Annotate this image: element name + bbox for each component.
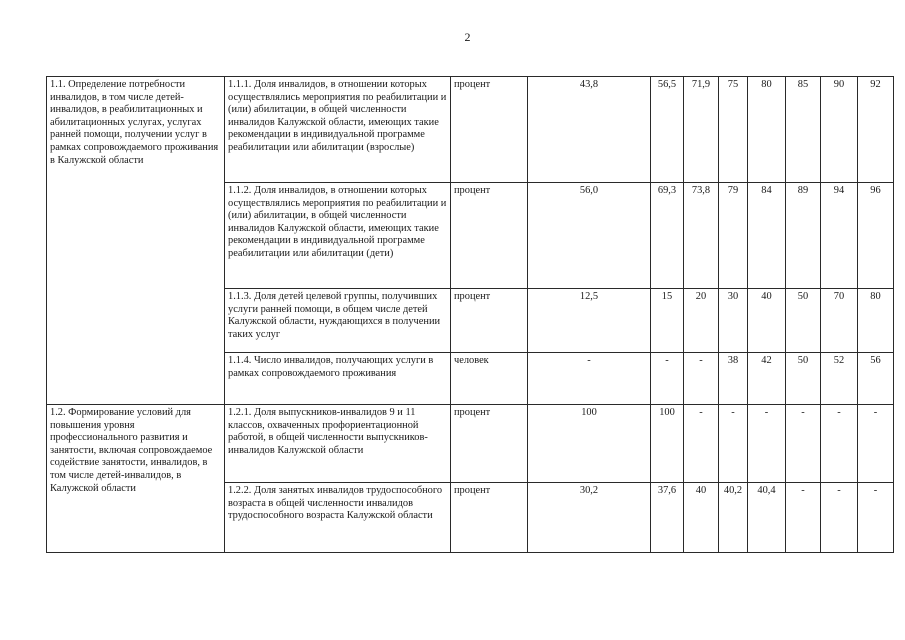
unit-cell: процент — [451, 183, 528, 289]
value-cell: 73,8 — [684, 183, 719, 289]
indicator-cell: 1.1.1. Доля инвалидов, в отношении которых осуществлялись мероприятия по реабилитации и (или) абилитации, в общей численности инвалидов Калужской области, имеющих такие рекомендации в индивидуальной программе реабилитации или абилитации (взрослые) — [225, 77, 451, 183]
value-cell: 56,0 — [528, 183, 651, 289]
value-cell: 38 — [719, 353, 748, 405]
unit-cell: процент — [451, 77, 528, 183]
value-cell: 50 — [786, 353, 821, 405]
indicator-cell: 1.2.1. Доля выпускников-инвалидов 9 и 11 классов, охваченных профориентационной работой, в общей численности выпускников-инвалидов Калужской области — [225, 405, 451, 483]
value-cell: - — [786, 483, 821, 553]
value-cell: 69,3 — [651, 183, 684, 289]
value-cell: 20 — [684, 289, 719, 353]
indicator-cell: 1.1.2. Доля инвалидов, в отношении которых осуществлялись мероприятия по реабилитации и (или) абилитации, в общей численности инвалидов Калужской области, имеющих такие рекомендации в индивидуальной программе реабилитации или абилитации (дети) — [225, 183, 451, 289]
value-cell: - — [786, 405, 821, 483]
task-cell: 1.2. Формирование условий для повышения уровня профессионального развития и занятости, включая сопровождаемое содействие занятости, инвалидов, в том числе детей-инвалидов, в Калужской области — [47, 405, 225, 553]
value-cell: 30 — [719, 289, 748, 353]
value-cell: 92 — [858, 77, 894, 183]
value-cell: 94 — [821, 183, 858, 289]
value-cell: 80 — [858, 289, 894, 353]
value-cell: - — [858, 483, 894, 553]
indicator-cell: 1.1.3. Доля детей целевой группы, получивших услуги ранней помощи, в общем числе детей Калужской области, нуждающихся в получении таких услуг — [225, 289, 451, 353]
value-cell: - — [858, 405, 894, 483]
indicator-cell: 1.1.4. Число инвалидов, получающих услуги в рамках сопровождаемого проживания — [225, 353, 451, 405]
table-row — [47, 405, 894, 483]
value-cell: 30,2 — [528, 483, 651, 553]
value-cell: 15 — [651, 289, 684, 353]
value-cell: 80 — [748, 77, 786, 183]
unit-cell: процент — [451, 289, 528, 353]
value-cell: - — [719, 405, 748, 483]
value-cell: - — [528, 353, 651, 405]
value-cell: 40 — [748, 289, 786, 353]
value-cell: - — [821, 405, 858, 483]
value-cell: 71,9 — [684, 77, 719, 183]
value-cell: 56 — [858, 353, 894, 405]
value-cell: - — [684, 405, 719, 483]
value-cell: 84 — [748, 183, 786, 289]
value-cell: 50 — [786, 289, 821, 353]
value-cell: 43,8 — [528, 77, 651, 183]
indicator-cell: 1.2.2. Доля занятых инвалидов трудоспособного возраста в общей численности инвалидов трудоспособного возраста Калужской области — [225, 483, 451, 553]
value-cell: 90 — [821, 77, 858, 183]
value-cell: 40,4 — [748, 483, 786, 553]
value-cell: 89 — [786, 183, 821, 289]
value-cell: 52 — [821, 353, 858, 405]
value-cell: 40 — [684, 483, 719, 553]
value-cell: - — [651, 353, 684, 405]
value-cell: 37,6 — [651, 483, 684, 553]
value-cell: - — [821, 483, 858, 553]
value-cell: 56,5 — [651, 77, 684, 183]
value-cell: - — [684, 353, 719, 405]
indicators-table — [46, 76, 894, 553]
value-cell: 12,5 — [528, 289, 651, 353]
task-cell: 1.1. Определение потребности инвалидов, в том числе детей-инвалидов, в реабилитационных и абилитационных услугах, услугах ранней помощи, получении услуг в рамках сопровождаемого проживания в Калужской области — [47, 77, 225, 405]
unit-cell: человек — [451, 353, 528, 405]
page-number: 2 — [464, 30, 471, 44]
value-cell: 70 — [821, 289, 858, 353]
value-cell: 100 — [528, 405, 651, 483]
value-cell: 100 — [651, 405, 684, 483]
value-cell: 85 — [786, 77, 821, 183]
value-cell: - — [748, 405, 786, 483]
value-cell: 96 — [858, 183, 894, 289]
value-cell: 42 — [748, 353, 786, 405]
unit-cell: процент — [451, 483, 528, 553]
table-row — [47, 77, 894, 183]
value-cell: 40,2 — [719, 483, 748, 553]
unit-cell: процент — [451, 405, 528, 483]
value-cell: 75 — [719, 77, 748, 183]
value-cell: 79 — [719, 183, 748, 289]
